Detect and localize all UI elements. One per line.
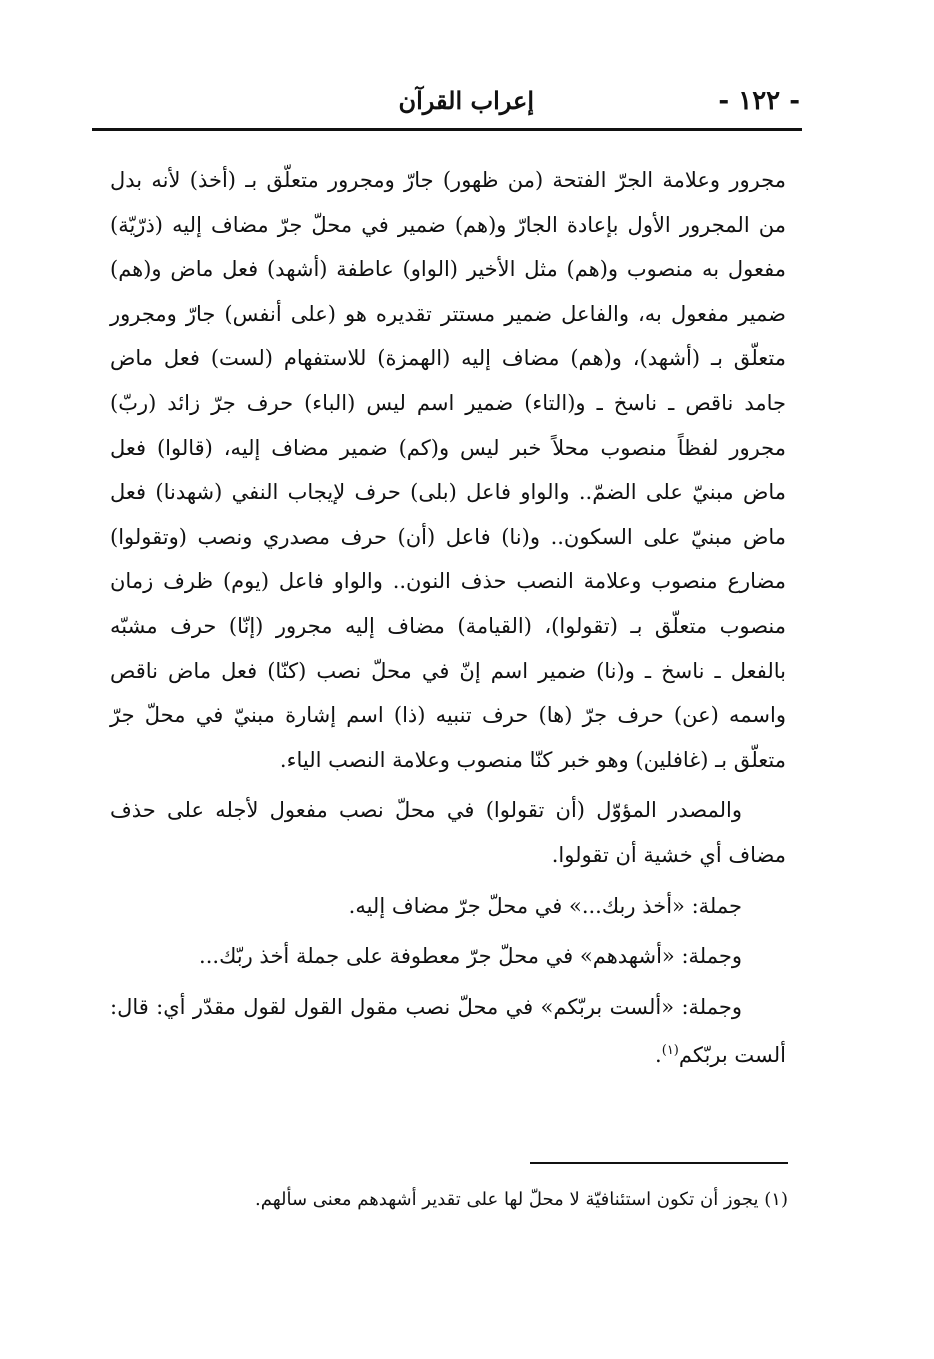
page-header: [92, 80, 802, 131]
main-text: [110, 158, 786, 1078]
sentence-analysis-1: جملة: «أخذ ربك...» في محلّ جرّ مضاف إليه.: [348, 893, 742, 918]
sentence-analysis-3-text: وجملة: «ألست بربّكم» في محلّ نصب مقول القول لقول مقدّر أي: قال: ألست بربّكم: [110, 994, 786, 1068]
book-title: إعراب القرآن: [398, 86, 534, 115]
sentence-analysis-3: [110, 985, 786, 1078]
sentence-analysis-3-end: .: [655, 1043, 662, 1068]
sentence-analysis-2: وجملة: «أشهدهم» في محلّ جرّ معطوفة على جملة أخذ ربّك...: [199, 944, 742, 969]
paragraph-masdar: والمصدر المؤوّل (أن تقولوا) في محلّ نصب مفعول لأجله على حذف مضاف أي خشية أن تقولوا.: [110, 798, 786, 867]
footnote: (١) يجوز أن تكون استئنافيّة لا محلّ لها على تقدير أشهدهم معنى سألهم.: [255, 1189, 788, 1210]
paragraph-irab: مجرور وعلامة الجرّ الفتحة (من ظهور) جارّ ومجرور متعلّق بـ (أخذ) لأنه بدل من المجرور الأول بإعادة الجارّ و(هم) ضمير في محلّ جرّ مضاف إليه (ذرّيّة) مفعول به منصوب و(هم) مثل الأخير (الواو) عاطفة (أشهد) فعل ماض و(هم) ضمير مفعول به، والفاعل ضمير مستتر تقديره هو (على أنفس) جارّ ومجرور متعلّق بـ (أشهد)، و(هم) مضاف إليه (الهمزة) للاستفهام (لست) فعل ماض جامد ناقص ـ ناسخ ـ و(التاء) ضمير اسم ليس (الباء) حرف جرّ زائد (ربّ) مجرور لفظاً منصوب محلاً خبر ليس و(كم) ضمير مضاف إليه، (قالوا) فعل ماض مبنيّ على الضمّ.. والواو فاعل (بلى) حرف لإيجاب النفي (شهدنا) فعل ماض مبنيّ على السكون.. و(نا) فاعل (أن) حرف مصدري ونصب (وتقولوا) مضارع منصوب وعلامة النصب حذف النون.. والواو فاعل (يوم) ظرف زمان منصوب متعلّق بـ (تقولوا)، (القيامة) مضاف إليه مجرور (إنّا) حرف مشبّه بالفعل ـ ناسخ ـ و(نا) ضمير اسم إنّ في محلّ نصب (كنّا) فعل ماض ناقص واسمه (عن) حرف جرّ (ها) حرف تنبيه (ذا) اسم إشارة مبنيّ في محلّ جرّ متعلّق بـ (غافلين) وهو خبر كنّا منصوب وعلامة النصب الياء.: [110, 168, 786, 772]
page-number: - ١٢٢ -: [718, 86, 800, 116]
footnote-divider: [530, 1162, 788, 1164]
footnote-marker[interactable]: (١): [661, 1043, 679, 1059]
